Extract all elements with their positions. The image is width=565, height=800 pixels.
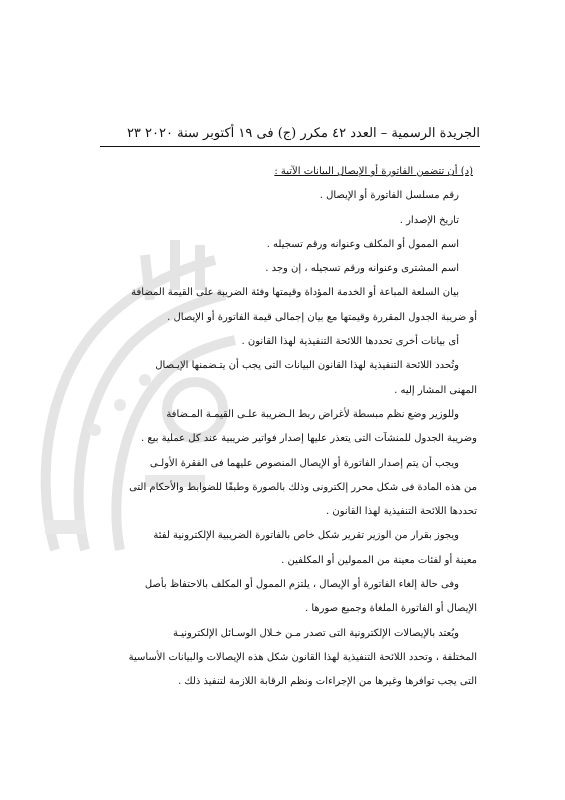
text-line: معينة أو لفئات معينة من الممولين أو المكلفين . [281, 554, 477, 566]
text-line: التى يجب توافرها وغيرها من الإجراءات ونظم الرقابة اللازمة لتنفيذ ذلك . [178, 676, 477, 688]
text-line: من هذه المادة فى شكل محرر إلكترونى وذلك بالصورة وطبقًا للضوابط والأحكام التى [129, 481, 477, 493]
text-line: رقم مسلسل الفاتورة أو الإيصال . [319, 190, 459, 202]
header-divider [100, 146, 480, 147]
article-body [88, 160, 477, 695]
text-line: أى بيانات أخرى تحددها اللائحة التنفيذية لهذا القانون . [241, 336, 459, 348]
text-line: أو ضريبة الجدول المقررة وقيمتها مع بيان إجمالى قيمة الفاتورة أو الإيصال . [167, 311, 477, 323]
text-line: وفى حالة إلغاء الفاتورة أو الإيصال ، يلتزم الممول أو المكلف بالاحتفاظ بأصل [144, 579, 459, 591]
text-line: ويجوز بقرار من الوزير تقرير شكل خاص بالفاتورة الضريبية الإلكترونية لفئة [153, 530, 459, 542]
text-line: ويُعتد بالإيصالات الإلكترونية التى تصدر مـن خـلال الوسـائل الإلكترونيـة [172, 627, 459, 639]
text-line: تحددها اللائحة التنفيذية لهذا القانون . [326, 506, 477, 518]
text-line: المهنى المشار إليه . [394, 384, 477, 396]
text-line: وللوزير وضع نظم مبسطة لأغراض ربط الـضريبة علـى القيمـة المـضافة [166, 408, 459, 420]
text-line: اسم الممول أو المكلف وعنوانه ورقم تسجيله . [266, 238, 459, 250]
text-line: المختلفة ، وتحدد اللائحة التنفيذية لهذا القانون شكل هذه الإيصالات والبيانات الأساسية [128, 651, 477, 663]
text-line: بيان السلعة المباعة أو الخدمة المؤداة وقيمتها وفئة الضريبة على القيمة المضافة [131, 287, 459, 299]
text-line: الإيصال أو الفاتورة الملغاة وجميع صورها . [304, 603, 477, 615]
text-line: اسم المشترى وعنوانه ورقم تسجيله ، إن وجد . [265, 263, 459, 275]
text-line: تاريخ الإصدار . [399, 214, 459, 226]
text-line: وتُحدد اللائحة التنفيذية لهذا القانون البيانات التى يجب أن يتـضمنها الإيـصال [155, 360, 459, 372]
text-line: ويجب أن يتم إصدار الفاتورة أو الإيصال المنصوص عليهما فى الفقرة الأولـى [149, 457, 459, 469]
clause-heading: (د) أن تتضمن الفاتورة أو الإيصال البيانات الآتية : [274, 166, 473, 177]
text-line: وضريبة الجدول للمنشآت التى يتعذر عليها إصدار فواتير ضريبية عند كل عملية بيع . [141, 433, 477, 445]
gazette-header: الجريدة الرسمية – العدد ٤٢ مكرر (ج) فى ١٩ أكتوبر سنة ٢٠٢٠ ٢٣ [126, 126, 480, 141]
